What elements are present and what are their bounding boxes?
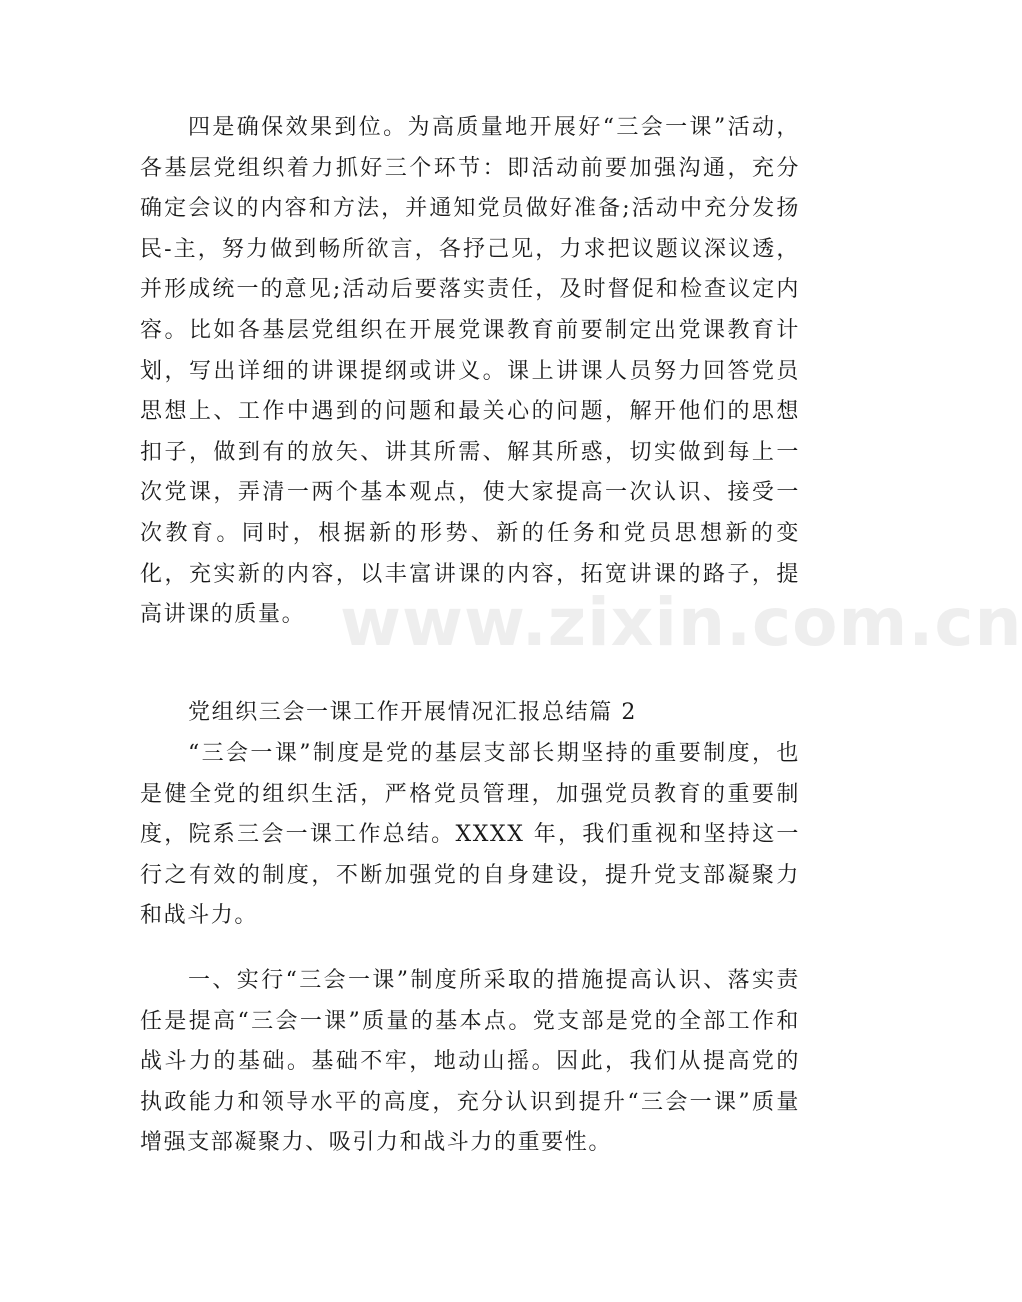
paragraph-effect-assurance: 四是确保效果到位。为高质量地开展好“三会一课”活动，各基层党组织着力抓好三个环节：即活动前要加强沟通，充分确定会议的内容和方法，并通知党员做好准备;活动中充分发扬民-主，努力做到畅所欲言，各抒己见，力求把议题议深议透，并形成统一的意见;活动后要落实责任，及时督促和检查议定内容。比如各基层党组织在开展党课教育前要制定出党课教育计划，写出详细的讲课提纲或讲义。课上讲课人员努力回答党员思想上、工作中遇到的问题和最关心的问题，解开他们的思想扣子，做到有的放矢、讲其所需、解其所惑，切实做到每上一次党课，弄清一两个基本观点，使大家提高一次认识、接受一次教育。同时，根据新的形势、新的任务和党员思想新的变化，充实新的内容，以丰富讲课的内容，拓宽讲课的路子，提高讲课的质量。 [140, 115, 800, 628]
paragraph-system-intro: “三会一课”制度是党的基层支部长期坚持的重要制度，也是健全党的组织生活，严格党员管理，加强党员教育的重要制度，院系三会一课工作总结。XXXX 年，我们重视和坚持这一行之有效的制度，不断加强党的自身建设，提升党支部凝聚力和战斗力。 [140, 741, 800, 929]
paragraph-measures: 一、实行“三会一课”制度所采取的措施提高认识、落实责任是提高“三会一课”质量的基本点。党支部是党的全部工作和战斗力的基础。基础不牢，地动山摇。因此，我们从提高党的执政能力和领导水平的高度，充分认识到提升“三会一课”质量增强支部凝聚力、吸引力和战斗力的重要性。 [140, 968, 800, 1156]
section-heading: 党组织三会一课工作开展情况汇报总结篇 2 [188, 700, 637, 725]
watermark: www.zixin.com.cn [340, 584, 1022, 661]
